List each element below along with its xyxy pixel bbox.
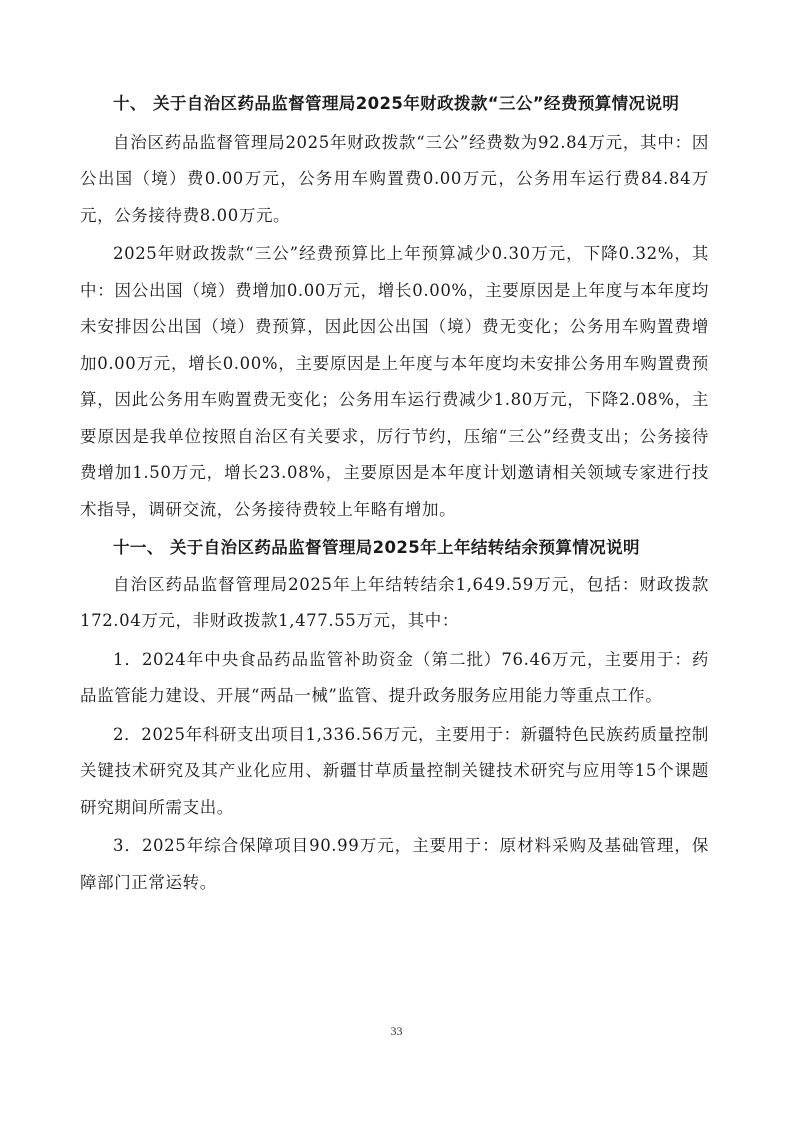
section-10-paragraph-2: 2025年财政拨款“三公”经费预算比上年预算减少0.30万元，下降0.32%，其中：因公出国（境）费增加0.00万元，增长0.00%，主要原因是上年度与本年度均未安排因公出国（境）费预算，因此因公出国（境）费无变化；公务用车购置费增加0.00万元，增长0.00%，主要原因是上年度与本年度均未安排公务用车购置费预算，因此公务用车购置费无变化；公务用车运行费减少1.80万元，下降2.08%，主要原因是我单位按照自治区有关要求，厉行节约，压缩“三公”经费支出；公务接待费增加1.50万元，增长23.08%，主要原因是本年度计划邀请相关领域专家进行技术指导，调研交流，公务接待费较上年略有增加。 [80, 244, 709, 519]
section-11-item-1: 1．2024年中央食品药品监管补助资金（第二批）76.46万元，主要用于：药品监管能力建设、开展“两品一械”监管、提升政务服务应用能力等重点工作。 [80, 649, 709, 705]
section-11-item-3: 3．2025年综合保障项目90.99万元，主要用于：原材料采购及基础管理，保障部门正常运转。 [80, 836, 709, 892]
section-11-item-2: 2．2025年科研支出项目1,336.56万元，主要用于：新疆特色民族药质量控制关键技术研究及其产业化应用、新疆甘草质量控制关键技术研究与应用等15个课题研究期间所需支出。 [80, 724, 709, 817]
section-10-paragraph-1: 自治区药品监督管理局2025年财政拨款“三公”经费数为92.84万元，其中：因公出国（境）费0.00万元，公务用车购置费0.00万元，公务用车运行费84.84万元，公务接待费8.00万元。 [80, 132, 709, 225]
section-11-paragraph-1: 自治区药品监督管理局2025年上年结转结余1,649.59万元，包括：财政拨款172.04万元，非财政拨款1,477.55万元，其中： [80, 574, 709, 630]
section-11-heading: 十一、 关于自治区药品监督管理局2025年上年结转结余预算情况说明 [113, 538, 640, 557]
section-10-heading: 十、 关于自治区药品监督管理局2025年财政拨款“三公”经费预算情况说明 [113, 94, 680, 113]
page-number: 33 [390, 1024, 403, 1038]
